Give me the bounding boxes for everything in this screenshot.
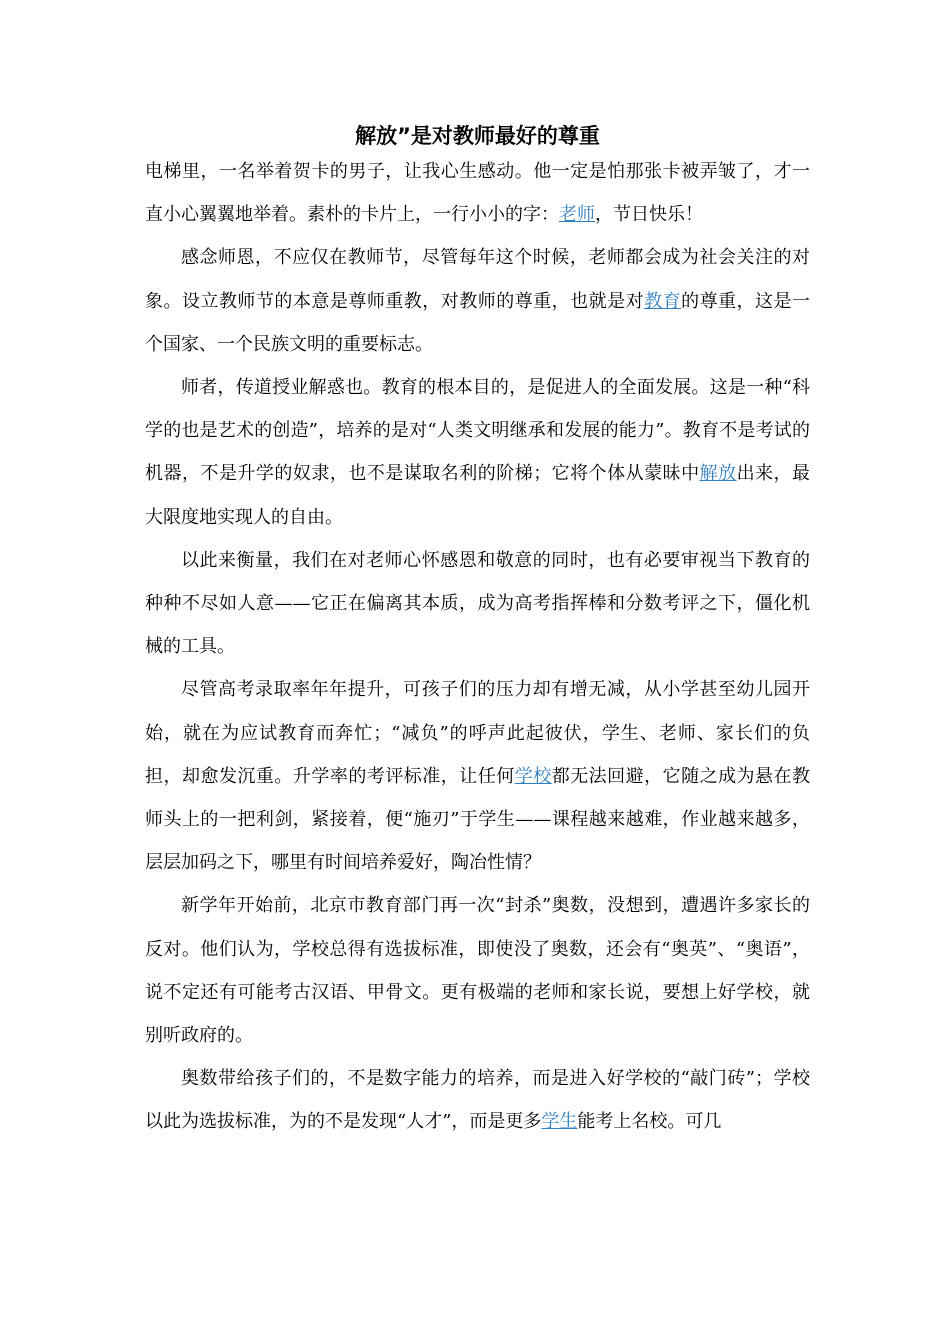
paragraph-3-text-b: 出来，最大限度地实现人的自由。 <box>145 463 811 528</box>
paragraph-6: 新学年开始前，北京市教育部门再一次“封杀”奥数，没想到，遭遇许多家长的反对。他们认为，学校总得有选拔标准，即使没了奥数，还会有“奥英”、“奥语”，说不定还有可能考古汉语、甲骨文。更有极端的老师和家长说，要想上好学校，就别听政府的。 <box>145 895 810 1047</box>
paragraph-1 <box>145 150 810 236</box>
paragraph-7-text-b: 能考上名校。可几 <box>577 1111 722 1133</box>
link-teacher[interactable]: 老师 <box>559 204 595 226</box>
paragraph-4: 以此来衡量，我们在对老师心怀感恩和敬意的同时，也有必要审视当下教育的种种不尽如人意——它正在偏离其本质，成为高考指挥棒和分数考评之下，僵化机械的工具。 <box>145 549 810 658</box>
paragraph-2-text-a: 感念师恩，不应仅在教师节，尽管每年这个时候，老师都会成为社会关注的对象。设立教师节的本意是尊师重教，对教师的尊重，也就是对 <box>145 247 810 312</box>
link-student[interactable]: 学生 <box>541 1111 578 1133</box>
link-liberation[interactable]: 解放 <box>699 463 737 485</box>
paragraph-3-text-a: 师者，传道授业解惑也。教育的根本目的，是促进人的全面发展。这是一种“科学的也是艺术的创造”，培养的是对“人类文明继承和发展的能力”。教育不是考试的机器，不是升学的奴隶，也不是谋取名利的阶梯；它将个体从蒙昧中 <box>145 377 810 485</box>
paragraph-5-text-b: 都无法回避，它随之成为悬在教师头上的一把利剑，紧接着，便“施刃”于学生——课程越来越难，作业越来越多，层层加码之下，哪里有时间培养爱好，陶冶性情？ <box>145 765 811 874</box>
paragraph-5 <box>145 668 810 884</box>
document-title: 解放”是对教师最好的尊重 <box>355 124 600 148</box>
paragraph-2 <box>145 236 810 366</box>
paragraph-7-text-a: 奥数带给孩子们的，不是数字能力的培养，而是进入好学校的“敲门砖”；学校以此为选拔标准，为的不是发现“人才”，而是更多 <box>145 1068 810 1133</box>
link-school[interactable]: 学校 <box>514 765 552 787</box>
document-page <box>145 122 810 1144</box>
paragraph-1-text-b: ，节日快乐！ <box>595 204 703 226</box>
paragraph-5-text-a: 尽管高考录取率年年提升，可孩子们的压力却有增无减，从小学甚至幼儿园开始，就在为应试教育而奔忙；“减负”的呼声此起彼伏，学生、老师、家长们的负担，却愈发沉重。升学率的考评标准，让任何 <box>145 679 810 787</box>
paragraph-3 <box>145 366 810 539</box>
paragraph-1-text-a: 电梯里，一名举着贺卡的男子，让我心生感动。他一定是怕那张卡被弄皱了，才一直小心翼翼地举着。素朴的卡片上，一行小小的字： <box>145 161 810 226</box>
paragraph-7 <box>145 1057 810 1143</box>
paragraph-2-text-b: 的尊重，这是一个国家、一个民族文明的重要标志。 <box>145 290 811 355</box>
link-education[interactable]: 教育 <box>644 290 682 312</box>
